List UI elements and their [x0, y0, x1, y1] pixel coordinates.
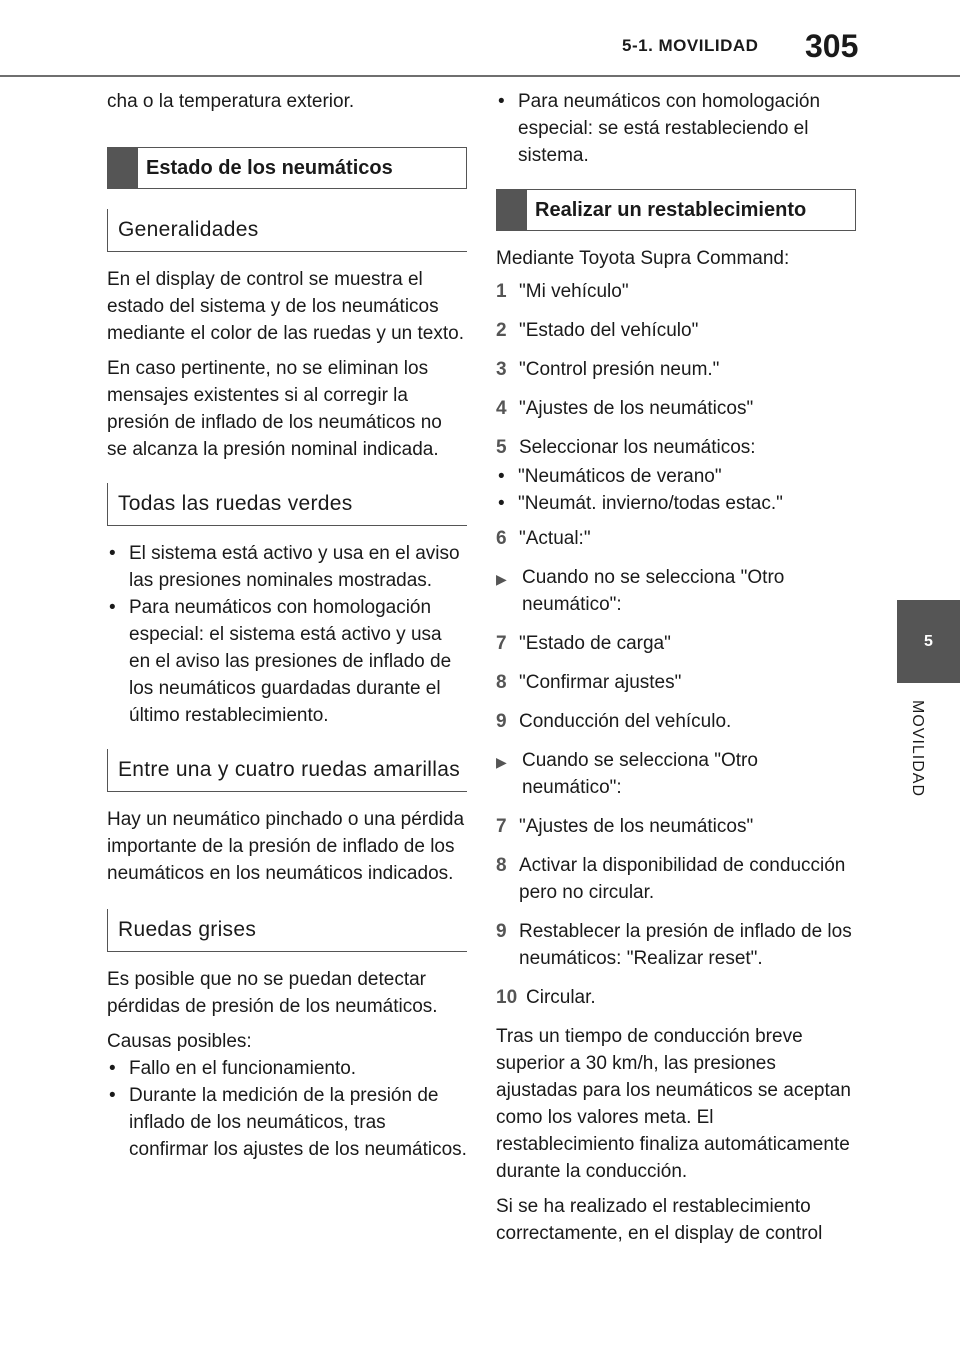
- step: 8 "Confirmar ajustes": [496, 669, 856, 696]
- step: 3 "Control presión neum.": [496, 356, 856, 383]
- step: 1 "Mi vehículo": [496, 278, 856, 305]
- step-text: Restablecer la presión de inflado de los neumáticos: "Realizar reset".: [519, 921, 852, 969]
- list-item: • "Neumát. invierno/todas estac.": [496, 490, 856, 517]
- bullet-list: [496, 88, 856, 169]
- list-item: • "Neumáticos de verano": [496, 463, 856, 490]
- heading-title: Estado de los neumáticos: [146, 156, 393, 179]
- list-item: • Durante la medición de la presión de inflado de los neumáticos, tras confirmar los ajustes de los neumáticos.: [107, 1082, 467, 1163]
- heading-bar: [497, 190, 527, 230]
- paragraph: En el display de control se muestra el estado del sistema y de los neumáticos mediante el color de las ruedas y un texto.: [107, 269, 464, 344]
- step: 9 Conducción del vehículo.: [496, 708, 856, 735]
- step-text: "Estado de carga": [519, 633, 671, 654]
- step: 4 "Ajustes de los neumáticos": [496, 395, 856, 422]
- bullet-list: [107, 540, 467, 729]
- intro-text: cha o la temperatura exterior.: [107, 91, 355, 112]
- triangle-right-icon: ▶: [496, 571, 507, 587]
- subheading-grey: Ruedas grises: [107, 909, 467, 952]
- list-item: • Fallo en el funcionamiento.: [107, 1055, 467, 1082]
- paragraph: Causas posibles:: [107, 1031, 252, 1052]
- subheading-general: Generalidades: [107, 209, 467, 252]
- chapter-side-label: MOVILIDAD: [909, 700, 926, 798]
- bullet-list: [107, 1055, 467, 1163]
- step-text: Conducción del vehículo.: [519, 711, 732, 732]
- list-item: • El sistema está activo y usa en el aviso las presiones nominales mostradas.: [107, 540, 467, 594]
- section-label: 5-1. MOVILIDAD: [622, 36, 759, 55]
- step: 7 "Estado de carga": [496, 630, 856, 657]
- paragraph: Si se ha realizado el restablecimiento correctamente, en el display de control: [496, 1196, 823, 1244]
- heading-bar: [108, 148, 138, 188]
- header-rule: [0, 75, 960, 77]
- paragraph: En caso pertinente, no se eliminan los mensajes existentes si al corregir la presión de inflado de los neumáticos no se alcanza la presión nominal indicada.: [107, 358, 442, 460]
- step-text: "Ajustes de los neumáticos": [519, 816, 754, 837]
- chapter-tab: 5: [897, 600, 960, 683]
- paragraph: Hay un neumático pinchado o una pérdida importante de la presión de inflado de los neumáticos en los neumáticos indicados.: [107, 809, 465, 884]
- heading-title: Realizar un restablecimiento: [535, 198, 807, 221]
- bullet-list: [496, 463, 856, 517]
- step-text: "Mi vehículo": [519, 281, 629, 302]
- list-item: • Para neumáticos con homologación especial: el sistema está activo y usa en el aviso las presiones de inflado de los neumáticos guardadas durante el último restablecimiento.: [107, 594, 467, 729]
- step: 2 "Estado del vehículo": [496, 317, 856, 344]
- paragraph: Mediante Toyota Supra Command:: [496, 248, 790, 269]
- step-text: Seleccionar los neumáticos:: [519, 437, 756, 458]
- right-column: [496, 88, 856, 1247]
- list-item: • Para neumáticos con homologación especial: se está restableciendo el sistema.: [496, 88, 856, 169]
- step: 5 Seleccionar los neumáticos:: [496, 434, 856, 461]
- step-text: "Control presión neum.": [519, 359, 720, 380]
- step: 10 Circular.: [496, 984, 856, 1011]
- page-number: 305: [805, 28, 859, 64]
- step-text: "Ajustes de los neumáticos": [519, 398, 754, 419]
- step: 8 Activar la disponibilidad de conducción pero no circular.: [496, 852, 856, 906]
- left-column: [107, 88, 467, 1163]
- triangle-right-icon: ▶: [496, 754, 507, 770]
- step-text: Circular.: [526, 987, 596, 1008]
- step: 9 Restablecer la presión de inflado de los neumáticos: "Realizar reset".: [496, 918, 856, 972]
- heading-box-reset: [496, 189, 856, 231]
- step-text: "Confirmar ajustes": [519, 672, 682, 693]
- step: 6 "Actual:": [496, 525, 856, 552]
- paragraph: Es posible que no se puedan detectar pérdidas de presión de los neumáticos.: [107, 969, 438, 1017]
- condition-note: ▶ Cuando no se selecciona "Otro neumático":: [496, 564, 856, 618]
- subheading-green: Todas las ruedas verdes: [107, 483, 467, 526]
- paragraph: Tras un tiempo de conducción breve superior a 30 km/h, las presiones ajustadas para los neumáticos se aceptan como los valores meta. El restablecimiento finaliza automáticamente durante la conducción.: [496, 1026, 851, 1182]
- step-text: "Estado del vehículo": [519, 320, 699, 341]
- heading-box-tire-status: [107, 147, 467, 189]
- condition-note: ▶ Cuando se selecciona "Otro neumático":: [496, 747, 856, 801]
- step-text: "Actual:": [519, 528, 591, 549]
- step: 7 "Ajustes de los neumáticos": [496, 813, 856, 840]
- step-text: Activar la disponibilidad de conducción pero no circular.: [519, 855, 846, 903]
- subheading-yellow: Entre una y cuatro ruedas amarillas: [107, 749, 467, 792]
